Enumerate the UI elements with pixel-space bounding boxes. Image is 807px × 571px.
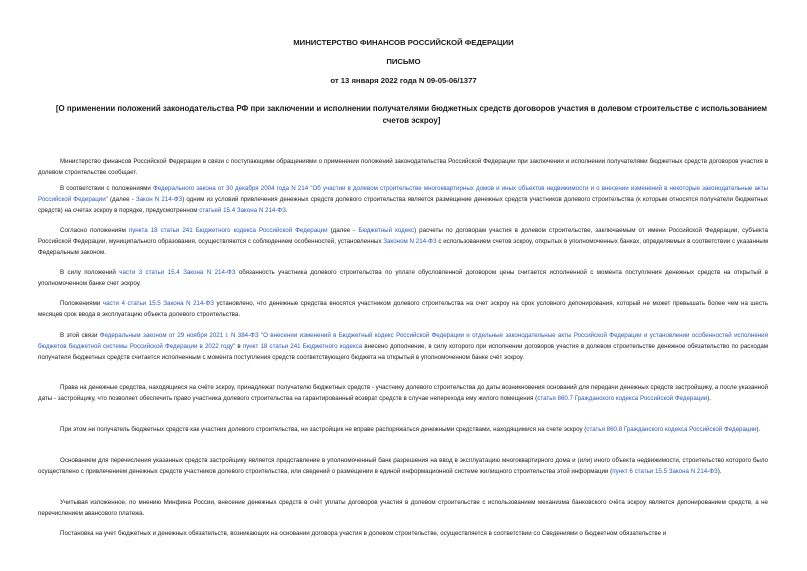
paragraph: [38, 497, 768, 519]
legal-reference-link[interactable]: Бюджетный кодекс: [358, 227, 415, 234]
legal-reference-link[interactable]: Закон N 214-ФЗ: [135, 196, 183, 203]
document-type: ПИСЬМО: [386, 57, 421, 66]
paragraph-text: внесено дополнение, в силу которого при исполнении договоров участия в долевом строительстве денежное обязательство по расходам получателя бюджетных средств считается исполненным с момента поступления средств соответствующего бюджета на открытый в уполномоченном банке счёт эскроу.: [38, 343, 769, 361]
paragraph-text: ) одним из условий привлечения денежных средств долевого строительства является размещение денежных средств участников долевого строительства (к которым относятся получатели бюджетных средств) на счетах эскроу в порядке, предусмотренном: [38, 196, 769, 214]
paragraph-text: Права на денежные средства, находящиеся на счёте эскроу, принадлежат получателю бюджетных средств - участнику долевого строительства до даты возникновения оснований для передачи денежных средств застройщику, а после указанной даты - застройщику, что позволяет обеспечить право участника долевого строительства на гарантированный возврат средств в случае неперехода ему жилого помещения (: [38, 384, 768, 402]
paragraph-text: Положениями: [60, 300, 103, 307]
paragraph-text: в: [235, 343, 243, 350]
legal-reference-link[interactable]: части 4 статьи 15.5 Закона N 214-ФЗ: [102, 300, 214, 307]
paragraph-text: В соответствии с положениями: [60, 185, 153, 192]
legal-reference-link[interactable]: Законом N 214-ФЗ: [383, 238, 437, 245]
legal-reference-link[interactable]: статья 860.8 Гражданского кодекса Российской Федерации: [586, 426, 757, 433]
legal-reference-link[interactable]: пункт 18 статьи 241 Бюджетного кодекса: [242, 343, 363, 350]
legal-reference-link[interactable]: пункт 6 статьи 15.5 Закона N 214-ФЗ: [612, 468, 718, 475]
legal-reference-link[interactable]: Федеральным законом от 29 ноября 2021 г. N 384-ФЗ "О внесении изменений в Бюджетный кодекс Российской Федерации и отдельные законодательные акты Российской Федерации и установлении особенностей исполнения бюджетов бюджетной системы Российской Федерации в 2022 году": [38, 332, 768, 350]
paragraph-text: ).: [756, 426, 761, 433]
paragraph: [38, 330, 768, 363]
legal-reference-link[interactable]: части 3 статьи 15.4 Закона N 214-ФЗ: [119, 269, 236, 276]
legal-reference-link[interactable]: статьей 15.4 Закона N 214-ФЗ: [199, 207, 286, 214]
paragraph-text: Министерство финансов Российской Федерации в связи с поступающими обращениями о применении положений законодательства Российской Федерации при заключении и исполнении получателями бюджетных средств договоров участия в долевом строительстве сообщает.: [38, 158, 768, 176]
legal-reference-link[interactable]: пункта 18 статьи 241 Бюджетного кодекса Российской Федерации: [128, 227, 328, 234]
paragraph-text: ).: [717, 468, 722, 475]
legal-reference-link[interactable]: статья 860.7 Гражданского кодекса Российской Федерации: [537, 395, 708, 402]
paragraph: [38, 455, 768, 477]
paragraph-text: Согласно положениям: [60, 227, 129, 234]
paragraph-text: с использованием счетов эскроу, открытых в уполномоченных банках, определяемых в соответствии с указанным Федеральным законом.: [38, 238, 769, 256]
document-date-number: от 13 января 2022 года N 09-05-06/1377: [330, 76, 477, 85]
paragraph-text: В силу положений: [60, 269, 120, 276]
ministry-heading: МИНИСТЕРСТВО ФИНАНСОВ РОССИЙСКОЙ ФЕДЕРАЦИИ: [293, 38, 514, 47]
paragraph-text: В этой связи: [60, 332, 100, 339]
paragraph-text: установлено, что денежные средства вносятся участником долевого строительства на счет эскроу на срок условного депонирования, который не может превышать более чем на шесть месяцев срок ввода в эксплуатацию объекта долевого строительства.: [38, 300, 768, 318]
paragraph: [38, 225, 768, 258]
paragraph-text: При этом ни получатель бюджетных средств как участник долевого строительства, ни застройщик не вправе распоряжаться денежными средствами, находящимися на счете эскроу (: [60, 426, 587, 433]
paragraph-text: Учитывая изложенное, по мнению Минфина России, внесение денежных средств в счёт уплаты договоров участия в долевом строительстве с использованием механизма банковского счёта эскроу является депонированием средств, а не перечислением авансового платежа.: [38, 499, 768, 517]
paragraph: [38, 156, 768, 178]
paragraph-text: Постановка на учет бюджетных и денежных обязательств, возникающих на основании договора участия в долевом строительстве, осуществляется в соответствии со Сведениями о бюджетном обязательстве и: [60, 530, 667, 537]
paragraph-text: (далее -: [107, 196, 136, 203]
paragraph: [38, 183, 768, 216]
paragraph-text: Основанием для перечисления указанных средств застройщику является представление в уполномоченный банк разрешения на ввод в эксплуатацию многоквартирного дома и (или) иного объекта недвижимости, строительство которого было осуществлено с привлечением денежных средств участников долевого строительства, или сведений о размещении в единой информационной системе жилищного строительства этой информации (: [38, 457, 768, 475]
paragraph-text: ).: [707, 395, 712, 402]
document-title: [О применении положений законодательства РФ при заключении и исполнении получателями бюджетных средств договоров участия в долевом строительстве с использованием счетов эскроу]: [55, 104, 768, 125]
paragraph: [38, 424, 768, 435]
paragraph: [38, 267, 768, 289]
paragraph-text: (далее -: [327, 227, 359, 234]
paragraph-text: обязанность участника долевого строительства по уплате обусловленной договором цены считается исполненной с момента поступления денежных средств на открытый в уполномоченном банке счет эскроу.: [38, 269, 768, 287]
legal-reference-link[interactable]: Федерального закона от 30 декабря 2004 года N 214 "Об участии в долевом строительстве многоквартирных домов и иных объектов недвижимости и о внесении изменений в некоторые законодательные акты Российской Федерации": [38, 185, 768, 203]
paragraph: [38, 298, 768, 320]
paragraph-text: .: [285, 207, 288, 214]
paragraph-text: ) расчеты по договорам участия в долевом строительстве, заключаемым от имени Российской Федерации, субъекта Российской Федерации, муниципального образования, осуществляются с соблюдением особенностей, установленных: [38, 227, 768, 245]
paragraph: [38, 528, 768, 539]
paragraph: [38, 382, 768, 404]
